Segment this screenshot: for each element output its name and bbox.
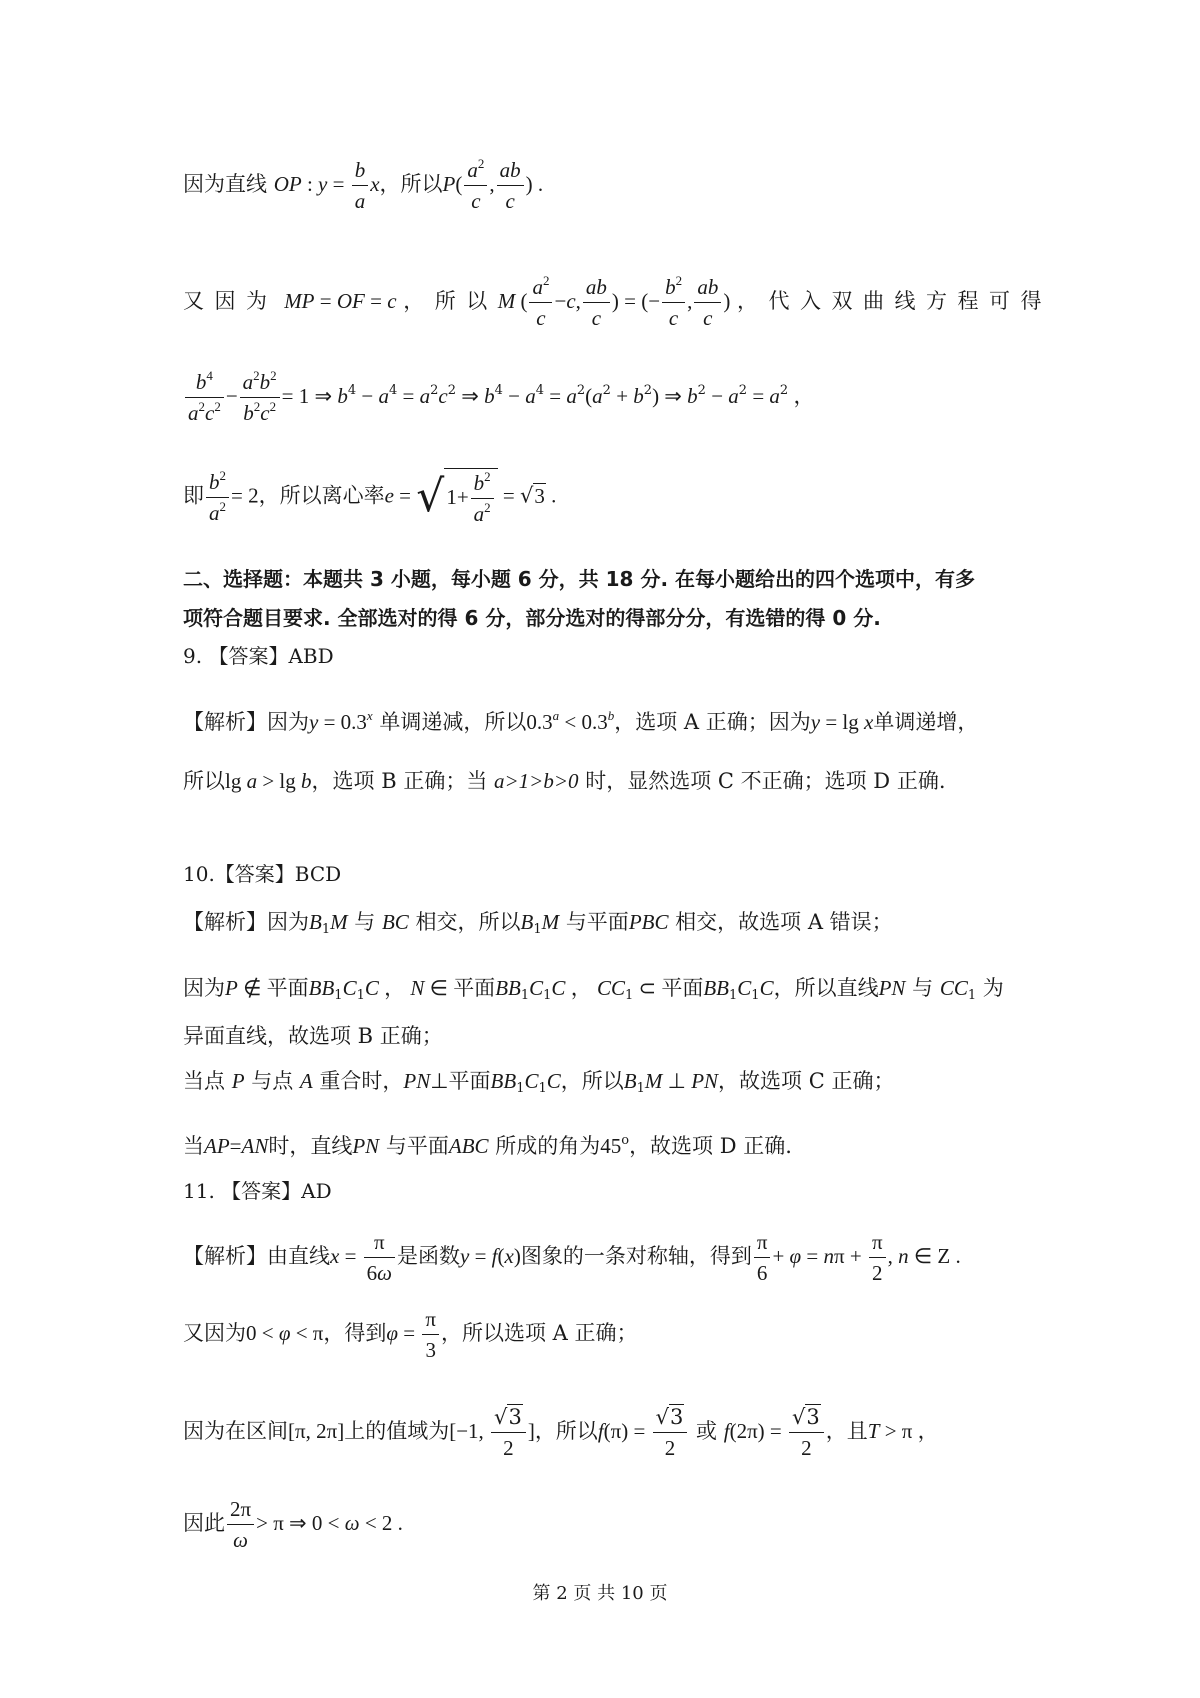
q11-analysis-3: 因为在区间[π, 2π]上的值域为[−1, $\frac{√3}{2}$ ]，所以f(π) = $\frac{√3}{2}$ 或 f(2π) = $\frac{√3}{2}$ ，且T > π ， — [183, 1405, 939, 1461]
line-eccentricity: 即 $\frac{b^2}{a^2}$ = 2，所以离心率e = √1+ $\frac{b^2}{a^2}$ = √3 . — [183, 467, 557, 527]
q11-analysis-2: 又因为0 < φ < π，得到φ = $\frac{\pi}{3}$ ，所以选项 A 正确； — [183, 1307, 638, 1363]
section-heading-line-2: 项符合题目要求. 全部选对的得 6 分，部分选对的得部分分，有选错的得 0 分. — [183, 606, 881, 630]
q10-analysis-4: 当点 P 与点 A 重合时，PN⊥平面$BB_1C_1C$，所以$B_1M$ ⊥ PN，故选项 C 正确； — [183, 1069, 895, 1096]
q11-analysis-1: 【解析】由直线x = $\frac{\pi}{6\omega}$ 是函数y = f(x)图象的一条对称轴，得到 $\frac{\pi}{6}$ + φ = nπ + $\frac{\pi}{2}$ , n ∈ Z . — [183, 1230, 961, 1286]
q10-analysis-3: 异面直线，故选项 B 正确； — [183, 1024, 443, 1048]
line-mp-equation: 又因为 MP = OF = c ，所以M ( $\frac{a^2}{c}$ −c, $\frac{ab}{c}$ ) = (− $\frac{b^2}{c}$ , $\frac{ab}{c}$ ) ，代入双曲线方程可得 — [183, 273, 1053, 331]
line-op-equation: 因为直线 OP : y = $\frac{b}{a}$ x，所以P( $\frac{a^2}{c}$ , $\frac{ab}{c}$ ) . — [183, 156, 544, 214]
page-footer: 第 2 页 共 10 页 — [532, 1583, 668, 1604]
q10-analysis-5: 当AP=AN时，直线PN 与平面ABC 所成的角为45$^o$，故选项 D 正确. — [183, 1133, 792, 1158]
q10-answer: 10.【答案】BCD — [183, 862, 342, 886]
q10-analysis-2: 因为P ∉ 平面$BB_1C_1C$ ， N ∈ 平面$BB_1C_1C$ ， $CC_1$ ⊂ 平面$BB_1C_1C$，所以直线PN 与 $CC_1$ 为 — [183, 976, 1004, 1003]
q9-analysis-2: 所以lg a > lg b，选项 B 正确；当 a>1>b>0 时，显然选项 C 不正确；选项 D 正确. — [183, 769, 946, 793]
q9-analysis-1: 【解析】因为$y = 0.3^x$ 单调递减，所以0.3$^a$ < 0.3$^b$，选项 A 正确；因为y = lg x单调递增， — [183, 708, 979, 734]
q11-answer: 11. 【答案】AD — [183, 1179, 332, 1203]
q10-analysis-1: 【解析】因为$B_1M$ 与 BC 相交，所以$B_1M$ 与平面PBC 相交，故选项 A 错误； — [183, 910, 893, 937]
line-hyperbola-derivation: $\frac{b^4}{a^2c^2}$ − $\frac{a^2b^2}{b^2c^2}$ = 1 ⇒ $b^4 - a^4 = a^2c^2$ ⇒ $b^4 - a^4 = a^2(a^2 + b^2)$ ⇒ $b^2 - a^2 = a^2$ ， — [183, 370, 814, 425]
section-heading-line-1: 二、选择题：本题共 3 小题，每小题 6 分，共 18 分. 在每小题给出的四个选项中，有多 — [183, 567, 976, 591]
q9-answer: 9. 【答案】ABD — [183, 644, 334, 668]
q11-analysis-4: 因此 $\frac{2\pi}{\omega}$ > π ⇒ 0 < ω < 2 . — [183, 1497, 403, 1553]
